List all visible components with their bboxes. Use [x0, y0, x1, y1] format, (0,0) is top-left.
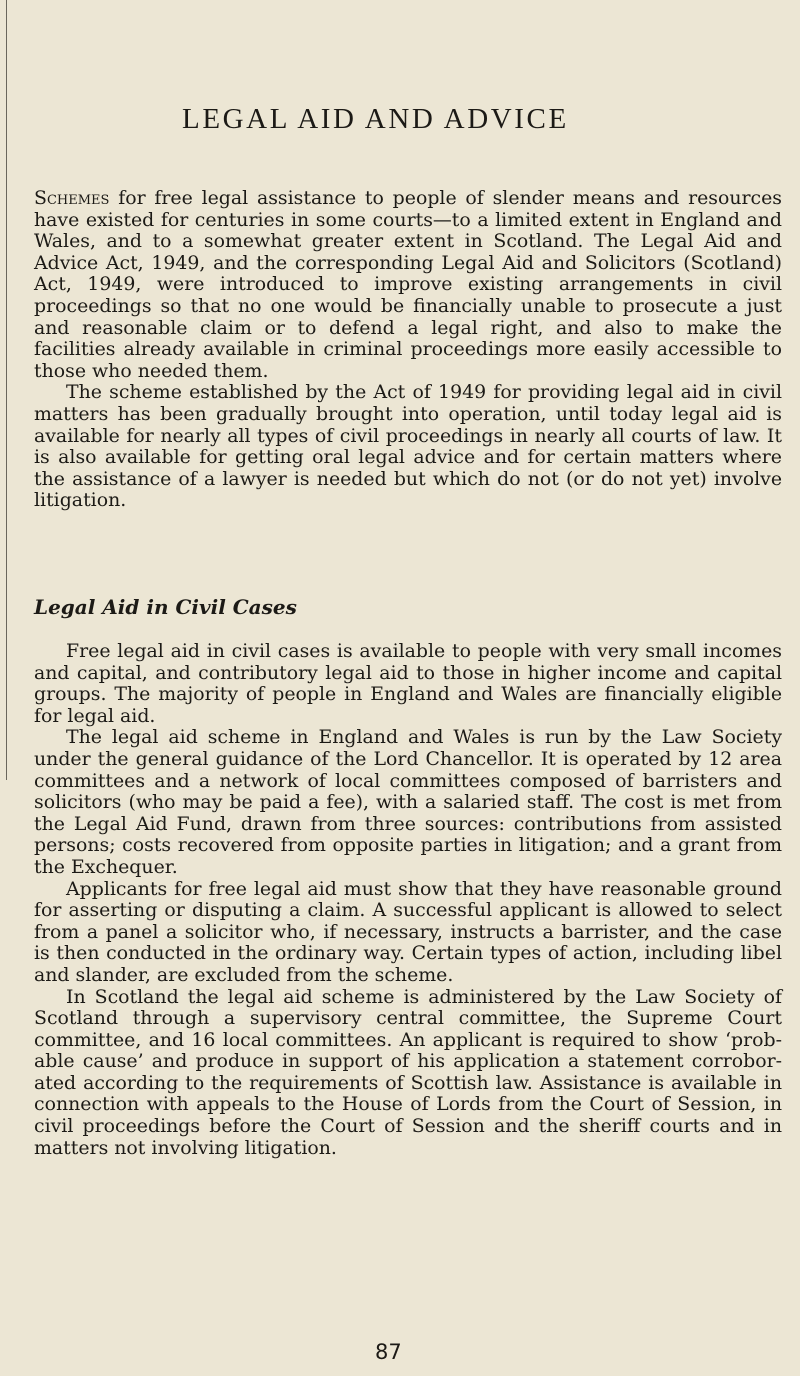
- section-paragraph-3: Applicants for free legal aid must show that they have reasonable ground for asserting or disputing a claim. A successful applicant is allowed to select from a panel a solicitor who, if necessary, instructs a barrister, and the case is then conducted in the ordinary way. Certain types of action, including libel and slander, are excluded from the scheme.: [34, 877, 782, 986]
- page-title: LEGAL AID AND ADVICE: [182, 103, 569, 135]
- section-heading: Legal Aid in Civil Cases: [34, 595, 297, 619]
- section-paragraph-1: Free legal aid in civil cases is available to people with very small incomes and capital, and contributory legal aid to those in higher income and capital groups. The majority of people in England and Wales are financially eligible for legal aid.: [34, 640, 782, 727]
- intro-section: [34, 188, 782, 512]
- intro-paragraph-2: The scheme established by the Act of 1949 for providing legal aid in civil matters has been gradually brought into operation, until today legal aid is available for nearly all types of civil proceedings in nearly all courts of law. It is also available for getting oral legal advice and for certain matters where the assistance of a lawyer is needed but which do not (or do not yet) involve litigation.: [34, 381, 782, 512]
- section-paragraph-2: The legal aid scheme in England and Wales is run by the Law Society under the general guidance of the Lord Chancellor. It is operated by 12 area committees and a network of local committees composed of barristers and solicitors (who may be paid a fee), with a salaried staff. The cost is met from the Legal Aid Fund, drawn from three sources: contributions from assisted persons; costs recovered from opposite parties in litigation; and a grant from the Exchequer.: [34, 726, 782, 878]
- intro-paragraph-1-text: for free legal assistance to people of slender means and resources have existed for centuries in some courts—to a limited extent in England and Wales, and to a somewhat greater extent in Scotland. The Legal Aid and Advice Act, 1949, and the corresponding Legal Aid and Solicitors (Scotland) Act, 1949, were introduced to improve existing arrangements in civil proceedings so that no one would be financially unable to prosecute a just and reasonable claim or to defend a legal right, and also to make the facilities already available in criminal proceedings more easily accessible to those who needed them.: [34, 187, 782, 382]
- page-edge-rule: [6, 0, 7, 780]
- page-number: 87: [375, 1340, 402, 1364]
- section-paragraph-4: In Scotland the legal aid scheme is administered by the Law Society of Scotland through a supervisory central committee, the Supreme Court committee, and 16 local committees. An applicant is required to show ‘probable cause’ and produce in support of his application a statement corroborated according to the requirements of Scottish law. Assistance is available in connection with appeals to the House of Lords from the Court of Session, in civil proceedings before the Court of Session and the sheriff courts and in matters not involving litigation.: [34, 985, 782, 1159]
- civil-cases-section: [34, 641, 782, 1159]
- intro-paragraph-1: [34, 188, 782, 382]
- lead-word: Schemes: [34, 187, 110, 209]
